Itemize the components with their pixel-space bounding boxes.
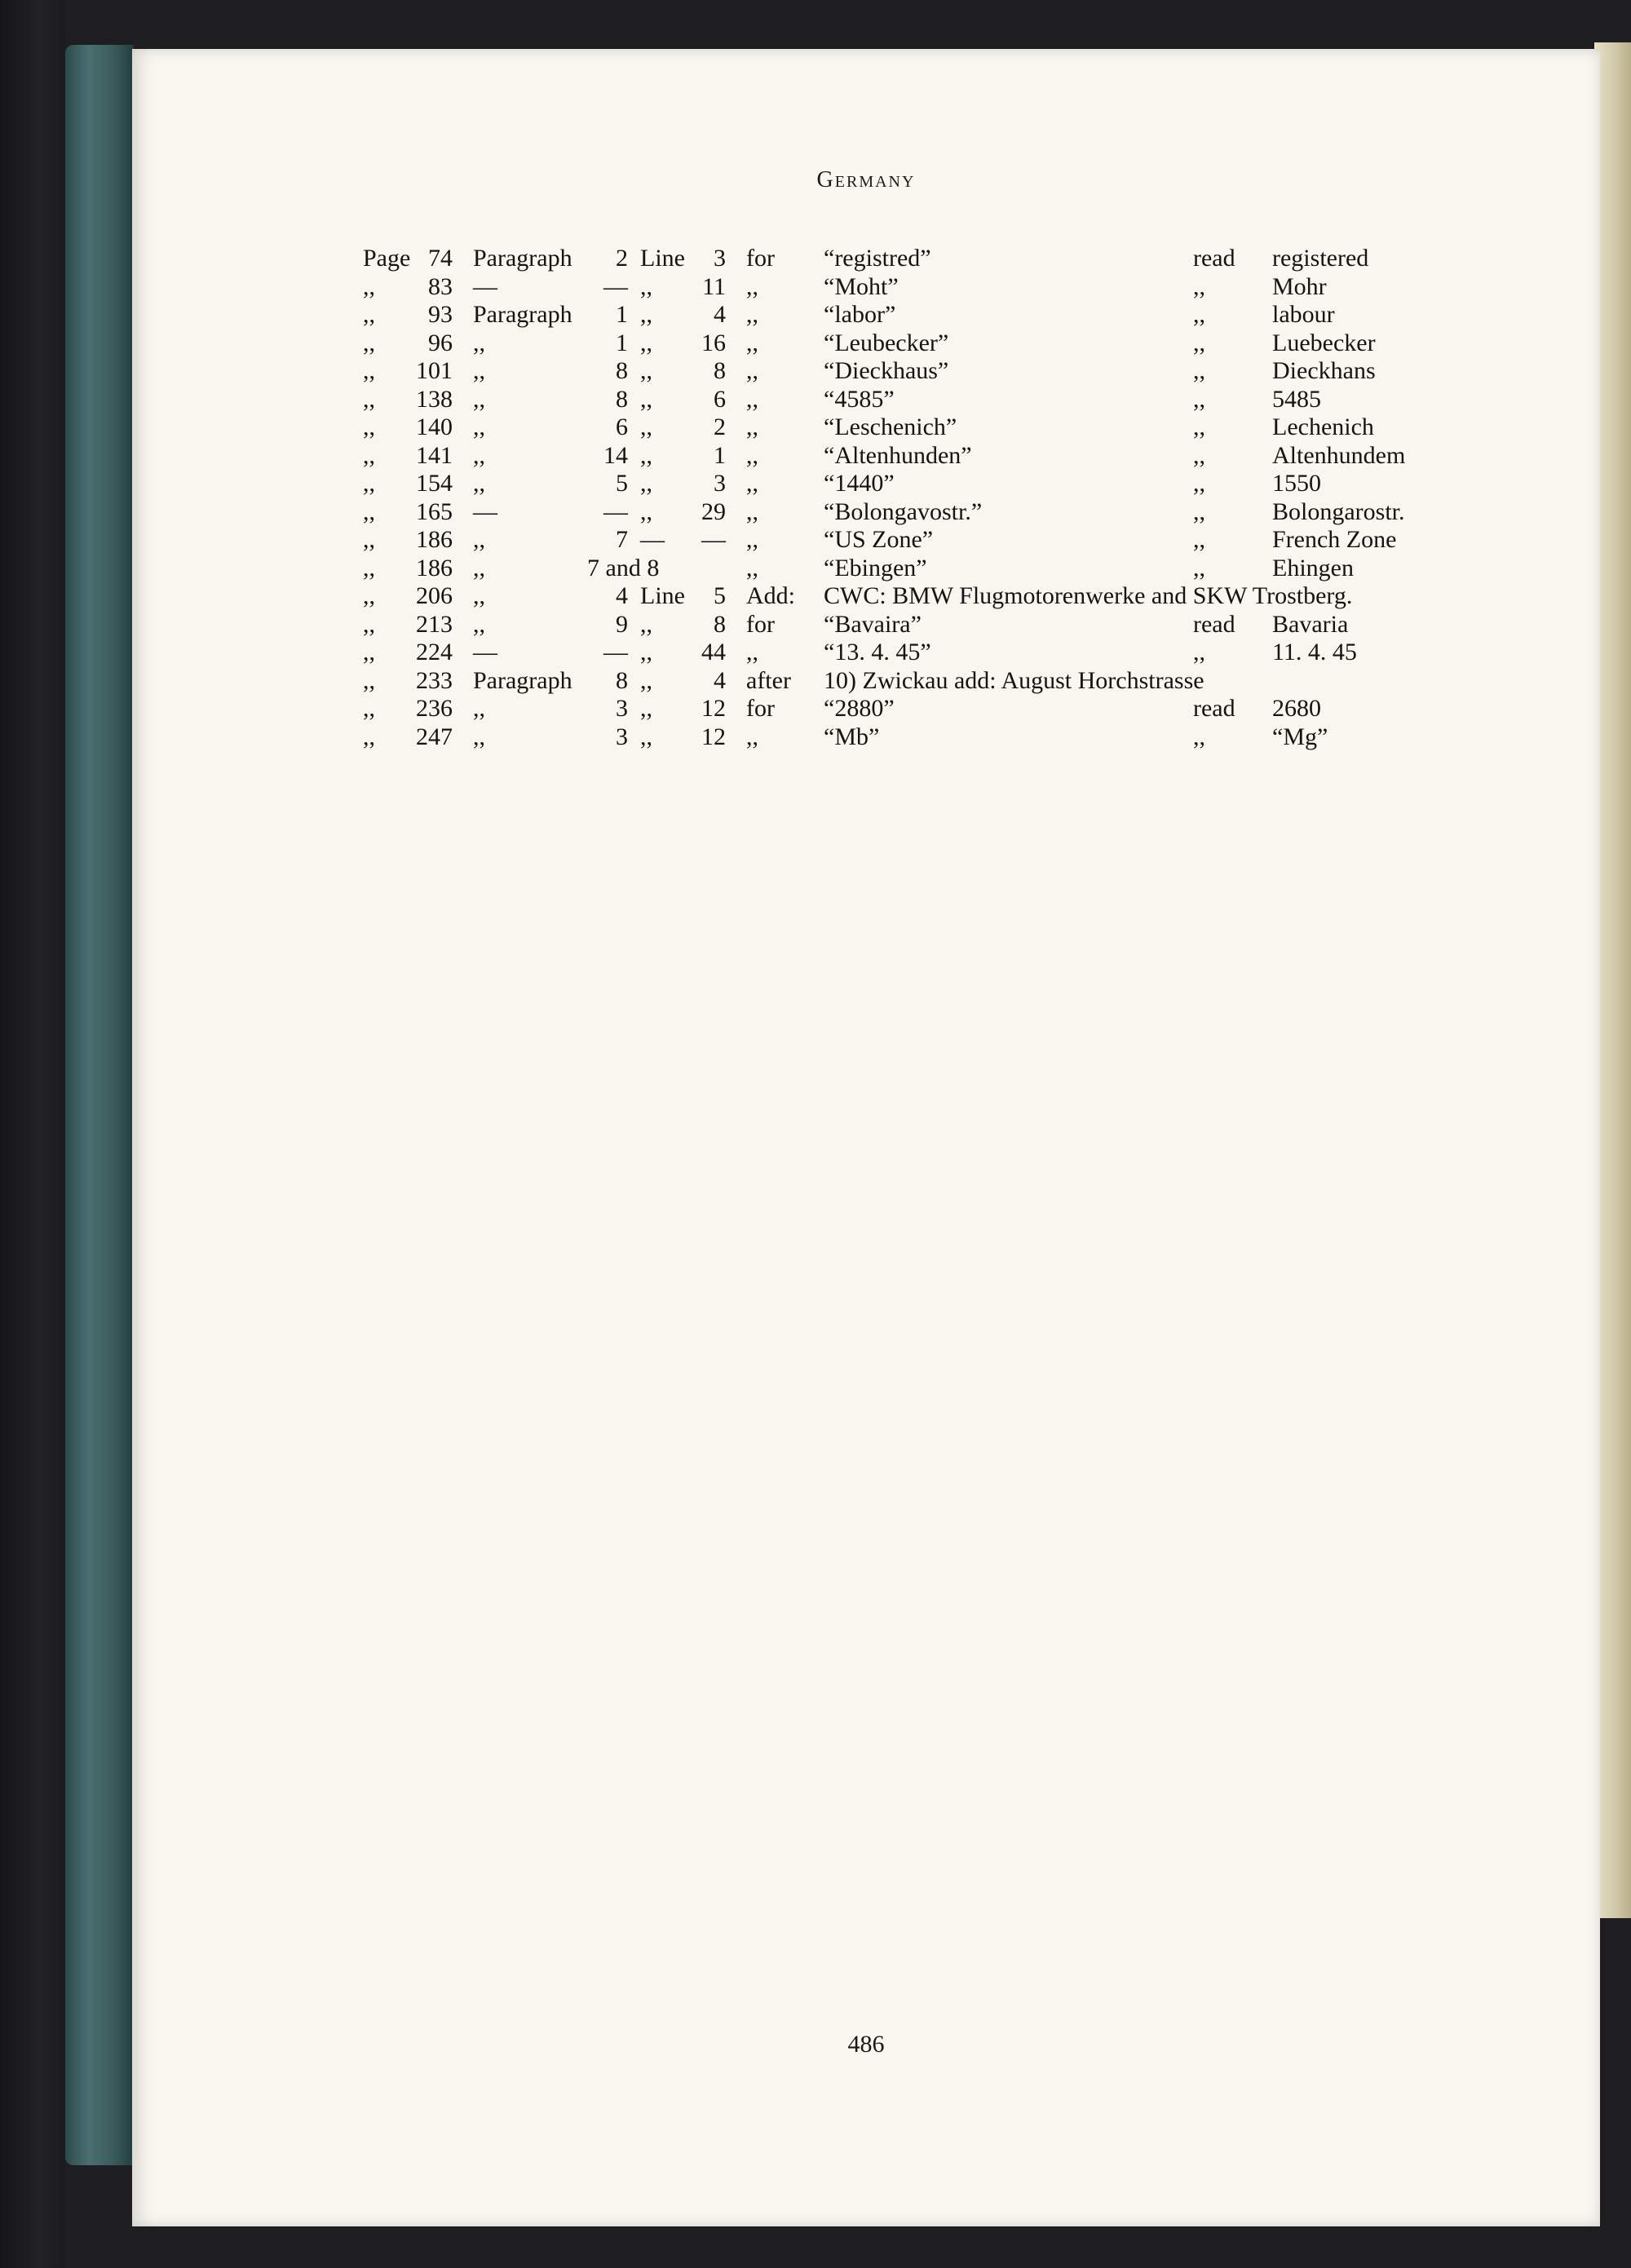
corrected-text: Altenhundem	[1272, 441, 1406, 469]
paragraph-number: —	[603, 497, 628, 525]
page-number-cell: 96	[428, 329, 453, 356]
incorrect-text: “Leschenich”	[824, 413, 957, 440]
action-word: for	[746, 610, 775, 638]
page-number-cell: 141	[416, 441, 453, 469]
paragraph-type: Paragraph	[473, 301, 572, 328]
paragraph-type: ,,	[473, 441, 485, 469]
line-type: ,,	[640, 666, 652, 694]
incorrect-text: “Ebingen”	[824, 554, 927, 581]
page-number-cell: 236	[416, 695, 453, 722]
corrected-text: Lechenich	[1272, 413, 1374, 440]
page-number-cell: 233	[416, 666, 453, 694]
line-number: 4	[714, 666, 726, 694]
paragraph-number: —	[603, 272, 628, 300]
read-word: ,,	[1193, 357, 1205, 384]
action-word: ,,	[746, 723, 758, 750]
incorrect-text: “4585”	[824, 385, 895, 413]
line-number: 3	[714, 470, 726, 497]
line-type: ,,	[640, 385, 652, 413]
line-number: 29	[701, 497, 726, 525]
read-word: ,,	[1193, 441, 1205, 469]
paragraph-type: ,,	[473, 526, 485, 553]
paragraph-type: ,,	[473, 357, 485, 384]
read-word: read	[1193, 610, 1235, 638]
incorrect-text: “Bolongavostr.”	[824, 497, 983, 525]
incorrect-text: “US Zone”	[824, 526, 934, 553]
read-word: ,,	[1193, 639, 1205, 665]
paragraph-number: 1	[616, 329, 628, 356]
incorrect-text: “labor”	[824, 301, 896, 328]
paragraph-number: 3	[616, 695, 628, 722]
action-word: for	[746, 245, 775, 272]
paragraph-type: ,,	[473, 329, 485, 356]
incorrect-text: “registred”	[824, 245, 931, 272]
page-number-cell: 213	[416, 610, 453, 638]
paragraph-type: ,,	[473, 554, 485, 581]
read-word: ,,	[1193, 329, 1205, 356]
paragraph-number: 8	[616, 357, 628, 384]
action-word: ,,	[746, 272, 758, 300]
incorrect-text: “Moht”	[824, 272, 899, 300]
book-page	[132, 49, 1600, 2226]
line-number: 3	[714, 245, 726, 272]
line-number: 11	[702, 272, 726, 300]
page-label: ,,	[363, 413, 375, 440]
action-word: ,,	[746, 526, 758, 553]
line-type: ,,	[640, 497, 652, 525]
corrected-text: “Mg”	[1272, 723, 1328, 750]
line-type: ,,	[640, 329, 652, 356]
action-word: ,,	[746, 441, 758, 469]
page-label: ,,	[363, 385, 375, 413]
paragraph-type: ,,	[473, 695, 485, 722]
line-number: 16	[701, 329, 726, 356]
page-label: ,,	[363, 301, 375, 328]
incorrect-text: “13. 4. 45”	[824, 639, 931, 665]
action-word: ,,	[746, 639, 758, 665]
incorrect-text: “Dieckhaus”	[824, 357, 949, 384]
line-number: 5	[714, 582, 726, 609]
paragraph-type: ,,	[473, 385, 485, 413]
page-label: ,,	[363, 357, 375, 384]
action-word: ,,	[746, 554, 758, 581]
page-label: ,,	[363, 272, 375, 300]
action-word: ,,	[746, 329, 758, 356]
line-type: ,,	[640, 610, 652, 638]
running-head: Germany	[816, 167, 916, 192]
paragraph-type: —	[473, 639, 497, 665]
corrected-text: Dieckhans	[1272, 357, 1376, 384]
page-label: ,,	[363, 329, 375, 356]
correction-text: 10) Zwickau add: August Horchstrasse	[824, 666, 1204, 694]
page-number-cell: 186	[416, 554, 453, 581]
paragraph-type: Paragraph	[473, 245, 572, 272]
paragraph-type: —	[473, 272, 497, 300]
line-number: 44	[701, 639, 726, 665]
line-number: 12	[701, 695, 726, 722]
action-word: ,,	[746, 385, 758, 413]
page-label: ,,	[363, 666, 375, 694]
read-word: ,,	[1193, 272, 1205, 300]
page-number-cell: 101	[416, 357, 453, 384]
page-label: ,,	[363, 441, 375, 469]
read-word: ,,	[1193, 470, 1205, 497]
action-word: ,,	[746, 357, 758, 384]
paragraph-type: Paragraph	[473, 666, 572, 694]
read-word: read	[1193, 695, 1235, 722]
action-word: ,,	[746, 470, 758, 497]
line-number: 2	[714, 413, 726, 440]
incorrect-text: “Altenhunden”	[824, 441, 972, 469]
paragraph-number: 7	[616, 526, 628, 553]
read-word: ,,	[1193, 554, 1205, 581]
page-number-cell: 93	[428, 301, 453, 328]
page-number-cell: 140	[416, 413, 453, 440]
corrected-text: Bavaria	[1272, 610, 1349, 638]
paragraph-number: 2	[616, 245, 628, 272]
paragraph-number: 3	[616, 723, 628, 750]
corrected-text: 1550	[1272, 470, 1321, 497]
action-word: for	[746, 695, 775, 722]
line-type: ,,	[640, 470, 652, 497]
incorrect-text: “Mb”	[824, 723, 880, 750]
page-label: ,,	[363, 497, 375, 525]
page-number-cell: 83	[428, 272, 453, 300]
paragraph-number: 5	[616, 470, 628, 497]
paragraph-type: ,,	[473, 413, 485, 440]
line-type: ,,	[640, 413, 652, 440]
incorrect-text: “1440”	[824, 470, 895, 497]
action-word: ,,	[746, 413, 758, 440]
read-word: ,,	[1193, 413, 1205, 440]
page-number: 486	[847, 2031, 885, 2058]
page-number-cell: 165	[416, 497, 453, 525]
corrected-text: registered	[1272, 245, 1369, 272]
paragraph-number: 7 and 8	[587, 554, 660, 581]
paragraph-number: 9	[616, 610, 628, 638]
page-label: ,,	[363, 610, 375, 638]
line-type: Line	[640, 582, 685, 609]
page-number-cell: 206	[416, 582, 453, 609]
page-label: ,,	[363, 639, 375, 665]
paragraph-type: ,,	[473, 610, 485, 638]
line-type: ,,	[640, 272, 652, 300]
paragraph-number: 1	[616, 301, 628, 328]
page-label: Page	[363, 245, 411, 272]
line-number: 8	[714, 357, 726, 384]
page-number-cell: 138	[416, 385, 453, 413]
incorrect-text: “2880”	[824, 695, 895, 722]
line-number: 6	[714, 385, 726, 413]
paragraph-number: 4	[616, 582, 628, 609]
corrected-text: Luebecker	[1272, 329, 1376, 356]
paragraph-number: 8	[616, 666, 628, 694]
corrected-text: 5485	[1272, 385, 1321, 413]
page-number-cell: 186	[416, 526, 453, 553]
action-word: ,,	[746, 497, 758, 525]
background-surface	[0, 0, 65, 2268]
line-number: —	[701, 526, 726, 553]
line-number: 12	[701, 723, 726, 750]
action-word: Add:	[746, 582, 795, 609]
page-label: ,,	[363, 526, 375, 553]
read-word: ,,	[1193, 301, 1205, 328]
page-number-cell: 154	[416, 470, 453, 497]
page-label: ,,	[363, 554, 375, 581]
corrected-text: Mohr	[1272, 272, 1327, 300]
line-number: 8	[714, 610, 726, 638]
action-word: ,,	[746, 301, 758, 328]
corrected-text: labour	[1272, 301, 1335, 328]
corrected-text: Bolongarostr.	[1272, 497, 1405, 525]
paragraph-type: ,,	[473, 582, 485, 609]
corrected-text: 11. 4. 45	[1272, 639, 1357, 665]
incorrect-text: “Leubecker”	[824, 329, 949, 356]
page-label: ,,	[363, 582, 375, 609]
page-label: ,,	[363, 723, 375, 750]
line-type: ,,	[640, 357, 652, 384]
page-label: ,,	[363, 695, 375, 722]
line-type: ,,	[640, 695, 652, 722]
incorrect-text: “Bavaira”	[824, 610, 922, 638]
corrected-text: 2680	[1272, 695, 1321, 722]
book-cover-edge	[65, 45, 134, 2165]
line-type: —	[640, 526, 665, 553]
line-type: ,,	[640, 441, 652, 469]
page-number-cell: 224	[416, 639, 453, 665]
paragraph-number: —	[603, 639, 628, 665]
read-word: ,,	[1193, 526, 1205, 553]
read-word: ,,	[1193, 497, 1205, 525]
page-label: ,,	[363, 470, 375, 497]
action-word: after	[746, 666, 791, 694]
paragraph-type: —	[473, 497, 497, 525]
read-word: ,,	[1193, 385, 1205, 413]
correction-text: CWC: BMW Flugmotorenwerke and SKW Trostberg.	[824, 582, 1353, 609]
paragraph-number: 6	[616, 413, 628, 440]
paragraph-number: 14	[603, 441, 628, 469]
line-type: Line	[640, 245, 685, 272]
page-number-cell: 74	[428, 245, 453, 272]
line-number: 4	[714, 301, 726, 328]
line-type: ,,	[640, 723, 652, 750]
line-number: 1	[714, 441, 726, 469]
line-type: ,,	[640, 301, 652, 328]
paragraph-type: ,,	[473, 723, 485, 750]
paragraph-number: 8	[616, 385, 628, 413]
read-word: read	[1193, 245, 1235, 272]
corrected-text: Ehingen	[1272, 554, 1354, 581]
page-number-cell: 247	[416, 723, 453, 750]
line-type: ,,	[640, 639, 652, 665]
paragraph-type: ,,	[473, 470, 485, 497]
corrected-text: French Zone	[1272, 526, 1397, 553]
read-word: ,,	[1193, 723, 1205, 750]
